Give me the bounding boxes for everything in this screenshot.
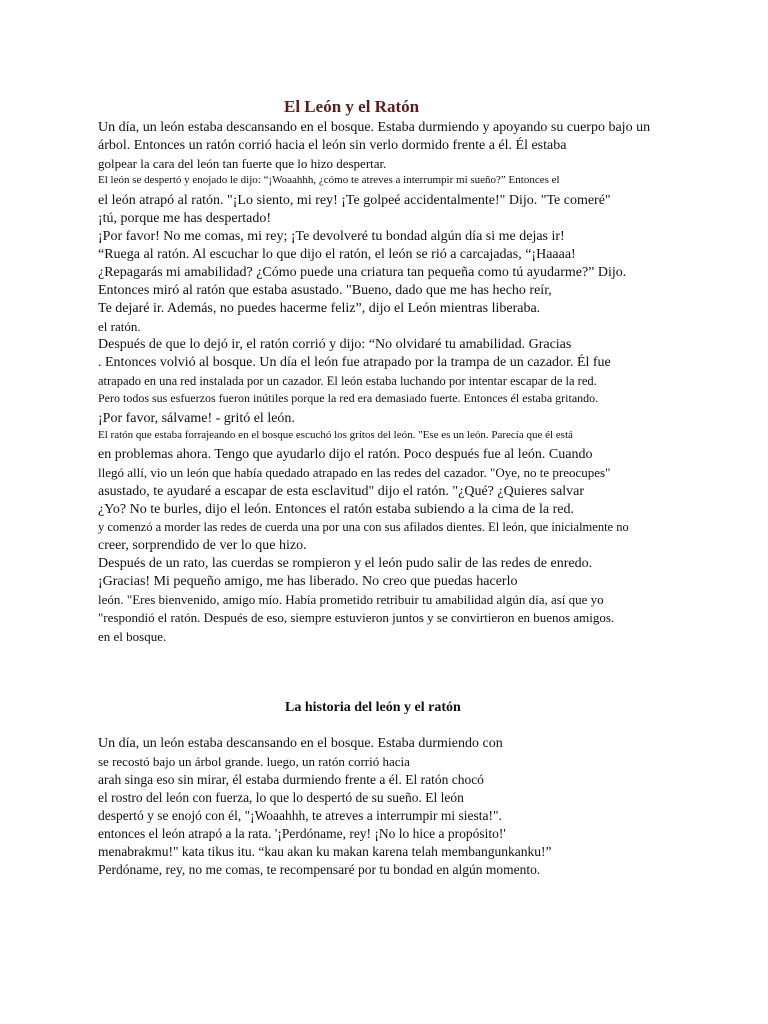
story2-line: Un día, un león estaba descansando en el bosque. Estaba durmiendo con [98,736,503,751]
story2-line: el rostro del león con fuerza, lo que lo despertó de su sueño. El león [98,790,464,805]
story1-line: en problemas ahora. Tengo que ayudarlo dijo el ratón. Poco después fue al león. Cuando [98,447,593,462]
story1-line: ¿Yo? No te burles, dijo el león. Entonces el ratón estaba subiendo a la cima de la red. [98,502,574,517]
story1-line: en el bosque. [98,629,167,644]
story1-line: Entonces miró al ratón que estaba asustado. "Bueno, dado que me has hecho reír, [98,283,552,298]
story2-line: menabrakmu!" kata tikus itu. “kau akan ku makan karena telah membangunkanku!” [98,844,552,859]
story1-line: Pero todos sus esfuerzos fueron inútiles porque la red era demasiado fuerte. Entonces él estaba gritando. [98,391,599,405]
story1-line: atrapado en una red instalada por un cazador. El león estaba luchando por intentar escapar de la red. [98,374,597,388]
story1-line: . Entonces volvió al bosque. Un día el león fue atrapado por la trampa de un cazador. Él fue [98,355,611,370]
story1-line: ¡tú, porque me has despertado! [98,211,271,226]
story1-line: ¡Por favor, sálvame! - gritó el león. [98,411,295,426]
story1-line: Te dejaré ir. Además, no puedes hacerme feliz”, dijo el León mientras liberaba. [98,301,541,316]
story1-line: asustado, te ayudaré a escapar de esta esclavitud" dijo el ratón. "¿Qué? ¿Quieres salvar [98,484,585,499]
story1-line: el ratón. [98,319,141,334]
story1-line: ¡Por favor! No me comas, mi rey; ¡Te devolveré tu bondad algún día si me dejas ir! [98,229,565,244]
story2-title: La historia del león y el ratón [285,700,461,715]
story1-line: El ratón que estaba forrajeando en el bosque escuchó los gritos del león. "Ese es un león. Parecía que él está [98,429,573,441]
story1-line: árbol. Entonces un ratón corrió hacia el león sin verlo dormido frente a él. Él estaba [98,138,567,153]
story2-line: se recostó bajo un árbol grande. luego, un ratón corrió hacia [98,754,410,769]
story1-line: el león atrapó al ratón. "¡Lo siento, mi rey! ¡Te golpeé accidentalmente!" Dijo. "Te comeré" [98,193,611,208]
story1-line: creer, sorprendido de ver lo que hizo. [98,538,307,553]
story1-line: ¡Gracias! Mi pequeño amigo, me has liberado. No creo que puedas hacerlo [98,574,518,589]
story1-line: Un día, un león estaba descansando en el bosque. Estaba durmiendo y apoyando su cuerpo bajo un [98,120,651,135]
story1-line: ¿Repagarás mi amabilidad? ¿Cómo puede una criatura tan pequeña como tú ayudarme?” Dijo. [98,265,627,280]
story2-line: arah singa eso sin mirar, él estaba durmiendo frente a él. El ratón chocó [98,772,484,787]
story1-line: "respondió el ratón. Después de eso, siempre estuvieron juntos y se convirtieron en buenos amigos. [98,610,615,625]
story1-line: golpear la cara del león tan fuerte que lo hizo despertar. [98,156,387,171]
story2-line: despertó y se enojó con él, "¡Woaahhh, te atreves a interrumpir mi siesta!". [98,808,502,823]
story1-title: El León y el Ratón [284,97,420,116]
story2-line: entonces el león atrapó a la rata. '¡Perdóname, rey! ¡No lo hice a propósito!' [98,826,506,841]
story1-line: “Ruega al ratón. Al escuchar lo que dijo el ratón, el león se rió a carcajadas, “¡Haaaa! [98,247,576,262]
story2-line: Perdóname, rey, no me comas, te recompensaré por tu bondad en algún momento. [98,862,541,877]
story1-line: Después de que lo dejó ir, el ratón corrió y dijo: “No olvidaré tu amabilidad. Gracias [98,337,572,352]
story1-line: Después de un rato, las cuerdas se rompieron y el león pudo salir de las redes de enredo. [98,556,593,571]
story1-line: león. "Eres bienvenido, amigo mío. Había prometido retribuir tu amabilidad algún día, así que yo [98,592,604,607]
story1-line: llegó allí, vio un león que había quedado atrapado en las redes del cazador. "Oye, no te preocupes" [98,465,611,480]
story1-line: y comenzó a morder las redes de cuerda una por una con sus afilados dientes. El león, que inicialmente no [98,520,629,534]
story1-line: El león se despertó y enojado le dijo: “¡Woaahhh, ¿cómo te atreves a interrumpir mi sueño?” Entonces el [98,174,560,186]
